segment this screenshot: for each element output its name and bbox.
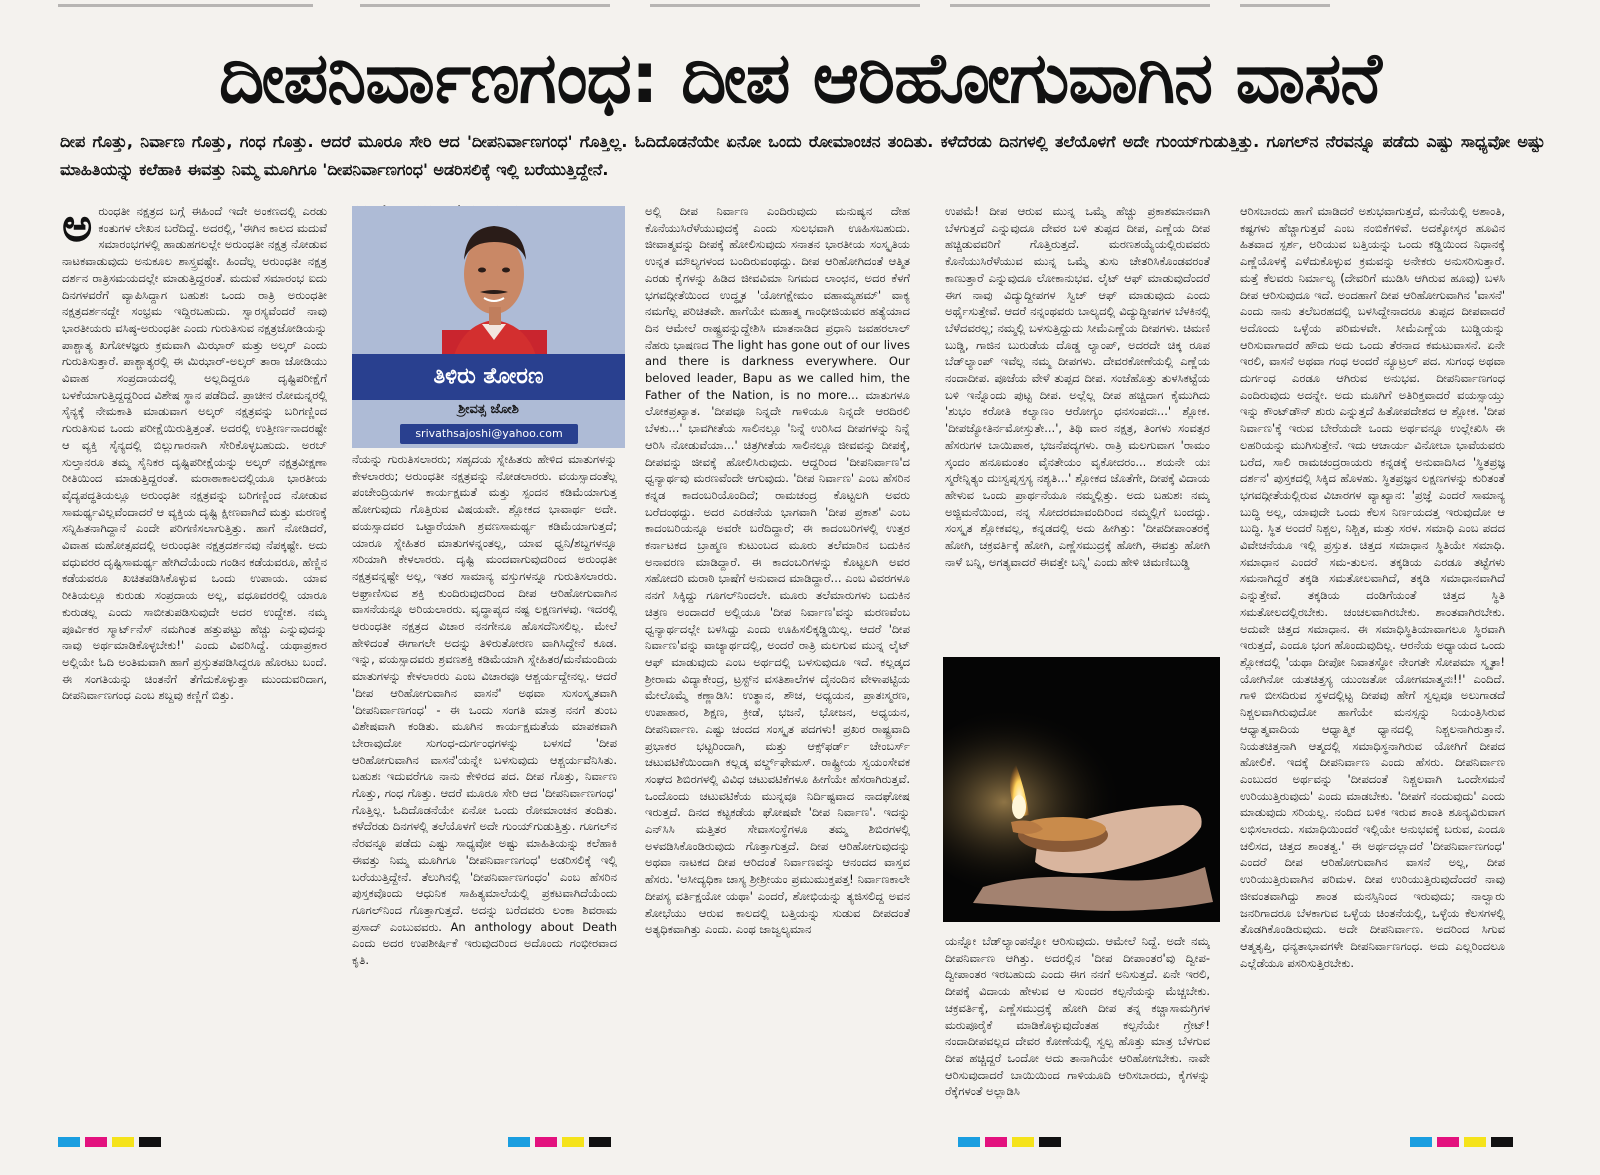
column-1-text: ರುಂಧತೀ ನಕ್ಷತ್ರದ ಬಗ್ಗೆ ಈಹಿಂದೆ ಇದೇ ಅಂಕಣದಲ್ಲಿ ಎರಡು ಕಂತುಗಳ ಲೇಖನ ಬರೆದಿದ್ದೆ. ಅದರಲ್ಲಿ, 'ಈಗಿನ ಕಾಲದ ಮದುವೆ ಸಮಾರಂಭಗಳಲ್ಲಿ ಹಾಡುಹಗಲಲ್ಲೇ ಅರುಂಧತೀ ನಕ್ಷತ್ರ ನೋಡುವ ನಾಟಕವಾಡುವುದು ಅನುಕೂಲ ಶಾಸ್ತ್ರವಷ್ಟೇ. ಹಿಂದೆಲ್ಲ ಅರುಂಧತೀ ನಕ್ಷತ್ರ ದರ್ಶನ ರಾತ್ರಿಸಮಯದಲ್ಲೇ ಮಾಡುತ್ತಿದ್ದರಂತೆ. ಮದುವೆ ಸಮಾರಂಭ ಐದು ದಿನಗಳವರೆಗೆ ವ್ಯಾಪಿಸಿದ್ದಾಗ ಬಹುಶಃ ಒಂದು ರಾತ್ರಿ ಅರುಂಧತೀ ನಕ್ಷತ್ರದರ್ಶನದ್ದೇ ಸಂಭ್ರಮ ಇದ್ದಿರಬಹುದು. ಸ್ವಾರಸ್ಯವೆಂದರೆ ನಾವು ಭಾರತೀಯರು ವಸಿಷ್ಠ-ಅರುಂಧತೀ ಎಂದು ಗುರುತಿಸುವ ನಕ್ಷತ್ರಜೋಡಿಯನ್ನು ಪಾಶ್ಚಾತ್ಯ ಖಗೋಳಜ್ಞರು ಕ್ರಮವಾಗಿ ಮಿಝಾರ್ ಮತ್ತು ಅಲ್ಕರ್ ಎಂದು ಗುರುತಿಸುತ್ತಾರೆ. ಪಾಶ್ಚಾತ್ಯರಲ್ಲಿ ಈ ಮಿಝಾರ್-ಅಲ್ಕರ್ ತಾರಾ ಜೋಡಿಯು ವಿವಾಹ ಸಂಪ್ರದಾಯದಲ್ಲಿ ಅಲ್ಲದಿದ್ದರೂ ದೃಷ್ಟಿಪರೀಕ್ಷೆಗೆ ಬಳಕೆಯಾಗುತ್ತಿದ್ದದ್ದರಿಂದ ವಿಶೇಷ ಸ್ಥಾನ ಪಡೆದಿದೆ. ಪ್ರಾಚೀನ ರೋಮನ್ನರಲ್ಲಿ ಸೈನ್ಯಕ್ಕೆ ನೇಮಕಾತಿ ಮಾಡುವಾಗ ಅಲ್ಕರ್ ನಕ್ಷತ್ರವನ್ನು ಬರಿಗಣ್ಣಿಂದ ಗುರುತಿಸುವ ಒಂದು ಪರೀಕ್ಷೆಯಿರುತ್ತಿತ್ತಂತೆ. ಅದರಲ್ಲಿ ಉತ್ತೀರ್ಣನಾದರಷ್ಟೇ ಆ ವ್ಯಕ್ತಿ ಸೈನ್ಯದಲ್ಲಿ ಬಿಲ್ಲುಗಾರನಾಗಿ ಸೇರಿಕೊಳ್ಳಬಹುದು. ಅರಬ್ ಸುಲ್ತಾನರೂ ತಮ್ಮ ಸೈನಿಕರ ದೃಷ್ಟಿಪರೀಕ್ಷೆಯನ್ನು ಅಲ್ಕರ್ ನಕ್ಷತ್ರವೀಕ್ಷಣಾ ರೀತಿಯಿಂದ ಮಾಡುತ್ತಿದ್ದರಂತೆ. ಮರಾಠಾಕಾಲದಲ್ಲಿಯೂ ಭಾರತೀಯ ವೈದ್ಯಪದ್ಧತಿಯಲ್ಲೂ ಅರುಂಧತೀ ನಕ್ಷತ್ರವನ್ನು ಬರಿಗಣ್ಣಿಂದ ನೋಡುವ ಸಾಮರ್ಥ್ಯವಿಲ್ಲವೆಂದಾದರೆ ಆ ವ್ಯಕ್ತಿಯ ದೃಷ್ಟಿ ಕ್ಷೀಣವಾಗಿದೆ ಮತ್ತು ಮರಣಕ್ಕೆ ಸನ್ನಿಹಿತನಾಗಿದ್ದಾನೆ ಎಂದೇ ಪರಿಗಣಿಸಲಾಗುತ್ತಿತ್ತು. ಹಾಗೆ ನೋಡಿದರೆ, ವಿವಾಹ ಮಹೋತ್ಸವದಲ್ಲಿ ಅರುಂಧತೀ ನಕ್ಷತ್ರದರ್ಶನವು ನೆಪಕ್ಕಷ್ಟೇ. ಅದು ವಧುವರರ ದೃಷ್ಟಿಸಾಮರ್ಥ್ಯ ಹೇಗಿದೆಯೆಂದು ಗಂಡಿನ ಕಡೆಯವರೂ, ಹೆಣ್ಣಿನ ಕಡೆಯವರೂ ಖಚಿತಪಡಿಸಿಕೊಳ್ಳುವ ಒಂದು ಉಪಾಯ. ಯಾವ ರೀತಿಯಲ್ಲೂ ಕುರುಡು ಸಂಪ್ರದಾಯ ಅಲ್ಲ, ವಧೂವರರಲ್ಲಿ ಯಾರೂ ಕುರುಡಲ್ಲ ಎಂದು ಸಾಬೀತುಪಡಿಸುವುದೇ ಅದರ ಉದ್ದೇಶ. ನಮ್ಮ ಪೂರ್ವಿಕರ ಸ್ಮಾರ್ಟ್‌ನೆಸ್ ನಮಗಿಂತ ಹತ್ತುಪಟ್ಟು ಹೆಚ್ಚು ಎನ್ನುವುದನ್ನು ನಾವು ಅರ್ಥಮಾಡಿಕೊಳ್ಳಬೇಕು!' ಎಂದು ವಿವರಿಸಿದ್ದೆ. ಯಥಾಪ್ರಕಾರ ಅಲ್ಲಿಯೇ ಓದಿ ಅಂತಿಮವಾಗಿ ಹಾಗೆ ಪ್ರಸ್ತುತಪಡಿಸಿದ್ದರೂ ಹೊರಟು ಬಂದೆ. ಈ ಸಂಗತಿಯನ್ನು ಚಿಂತನೆಗೆ ತೆಗೆದುಕೊಳ್ಳುತ್ತಾ ಮುಂದುವರಿದಾಗ, ದೀಪನಿರ್ವಾಣಗಂಧ ಎಂಬ ಶಬ್ದವು ಕಣ್ಣಿಗೆ ಬಿತ್ತು. (62, 204, 327, 703)
column-4-text-top: ಉಪಮೆ! ದೀಪ ಆರುವ ಮುನ್ನ ಒಮ್ಮೆ ಹೆಚ್ಚು ಪ್ರಕಾಶಮಾನವಾಗಿ ಬೆಳಗುತ್ತದೆ ಎನ್ನುವುದೂ ದೇವರ ಬಳಿ ತುಪ್ಪದ ದೀಪ, ಎಣ್ಣೆಯ ದೀಪ ಹಚ್ಚಿಡುವವರಿಗೆ ಗೊತ್ತಿರುತ್ತದೆ. ಮರಣಶಯ್ಯೆಯಲ್ಲಿರುವವರು ಕೊನೆಯುಸಿರೆಳೆಯುವ ಮುನ್ನ ಒಮ್ಮೆ ತುಸು ಚೇತರಿಸಿಕೊಂಡವರಂತೆ ಕಾಣುತ್ತಾರೆ ಎನ್ನುವುದೂ ಲೋಕಾನುಭವ. ಲೈಟ್ ಆಫ್ ಮಾಡುವುದೆಂದರೆ ಈಗ ನಾವು ವಿದ್ಯುದ್ದೀಪಗಳ ಸ್ವಿಚ್ ಆಫ್ ಮಾಡುವುದು ಎಂದು ಅರ್ಥೈಸುತ್ತೇವೆ. ಆದರೆ ನನ್ನಂಥವರು ಬಾಲ್ಯದಲ್ಲಿ ವಿದ್ಯುದ್ದೀಪಗಳ ಬೆಳಕಿನಲ್ಲಿ ಬೆಳೆದವರಲ್ಲ; ನಮ್ಮಲ್ಲಿ ಬಳಸುತ್ತಿದ್ದುದು ಸೀಮೆಎಣ್ಣೆಯ ದೀಪಗಳು. ಚಿಮಣಿ ಬುಡ್ಡಿ, ಗಾಜಿನ ಬುರುಡೆಯ ದೊಡ್ಡ ಲ್ಯಾಂಪ್, ಅದರದೇ ಚಿಕ್ಕ ರೂಪ ಬೆಡ್‌ಲ್ಯಾಂಪ್ ಇವೆಲ್ಲ ನಮ್ಮ ದೀಪಗಳು. ದೇವರಕೋಣೆಯಲ್ಲಿ ಎಣ್ಣೆಯ ನಂದಾದೀಪ. ಪೂಜೆಯ ವೇಳೆ ತುಪ್ಪದ ದೀಪ. ಸಂಜೆಹೊತ್ತು ತುಳಸಿಕಟ್ಟೆಯ ಬಳಿ ಇನ್ನೊಂದು ಪುಟ್ಟ ದೀಪ. ಅಲ್ಲೆಲ್ಲ ದೀಪ ಹಚ್ಚಿದಾಗ ಕೈಮುಗಿದು 'ಶುಭಂ ಕರೋತಿ ಕಲ್ಯಾಣಂ ಆರೋಗ್ಯಂ ಧನಸಂಪದಃ...' ಶ್ಲೋಕ. 'ದೀಪಜ್ಯೋತಿರ್ನಮೋಸ್ತುತೇ...', ತಿಥಿ ವಾರ ನಕ್ಷತ್ರ, ತಿಂಗಳು ಸಂವತ್ಸರ ಹೆಸರುಗಳ ಬಾಯಿಪಾಠ, ಭಜನೆಪದ್ಯಗಳು. ರಾತ್ರಿ ಮಲಗುವಾಗ 'ರಾಮಂ ಸ್ಕಂದಂ ಹನೂಮಂತಂ ವೈನತೇಯಂ ವೃಕೋದರಂ... ಶಯನೇ ಯಃ ಸ್ಮರೇನ್ನಿತ್ಯಂ ದುಃಸ್ವಪ್ನಸ್ತಸ್ಯ ನಶ್ಯತಿ...' ಶ್ಲೋಕದ ಜೊತೆಗೇ, ದೀಪಕ್ಕೆ ವಿದಾಯ ಹೇಳುವ ಒಂದು ಪ್ರಾರ್ಥನೆಯೂ ನಮ್ಮಲ್ಲಿತ್ತು. ಅದು ಬಹುಶಃ ನಮ್ಮ ಅಜ್ಜಿಮನೆಯಿಂದ, ನನ್ನ ಸೋದರಮಾವಂದಿರಿಂದ ನಮ್ಮಲ್ಲಿಗೆ ಬಂದದ್ದು. ಸಂಸ್ಕೃತ ಶ್ಲೋಕವಲ್ಲ, ಕನ್ನಡದಲ್ಲಿ ಅದು ಹೀಗಿತ್ತು: 'ದೀಪದೀಪಾಂತರಕ್ಕೆ ಹೋಗಿ, ಚಕ್ರವರ್ತಿಕ್ಕೆ ಹೋಗಿ, ಎಣ್ಣೆಸಮುದ್ರಕ್ಕೆ ಹೋಗಿ, ಈವತ್ತು ಹೋಗಿ ನಾಳೆ ಬನ್ನಿ, ಅಗತ್ಯವಾದರೆ ಈವತ್ತೇ ಬನ್ನಿ' ಎಂದು ಹೇಳಿ ಚಿಮಣಿಬುಡ್ಡಿ (945, 204, 1210, 569)
author-name: ಶ್ರೀವತ್ಸ ಜೋಶಿ (458, 402, 519, 417)
diya-lamp-photo (943, 657, 1220, 922)
column-5-text: ಆರಿಸಬಾರದು ಹಾಗೆ ಮಾಡಿದರೆ ಅಶುಭವಾಗುತ್ತದೆ, ಮನೆಯಲ್ಲಿ ಅಶಾಂತಿ, ಕಷ್ಟಗಳು ಹೆಚ್ಚಾಗುತ್ತವೆ ಎಂಬ ನಂಬಿಕೆಗಳಿವೆ. ಅದಕ್ಕೋಸ್ಕರ ಹೂವಿನ ಹಿತವಾದ ಸ್ಪರ್ಶ, ಅರಿಯುವ ಬತ್ತಿಯನ್ನು ಒಂದು ಕಡ್ಡಿಯಿಂದ ನಿಧಾನಕ್ಕೆ ಎಣ್ಣೆಯೊಳಕ್ಕೆ ಎಳೆದುಕೊಳ್ಳುವ ಕ್ರಮವನ್ನು ಅನೇಕರು ಅನುಸರಿಸುತ್ತಾರೆ. ಮತ್ತೆ ಕೆಲವರು ನಿರ್ಮಾಲ್ಯ (ದೇವರಿಗೆ ಮುಡಿಸಿ ಆಗಿರುವ ಹೂವು) ಬಳಸಿ ದೀಪ ಆರಿಸುವುದೂ ಇದೆ. ಅಂದಹಾಗೆ ದೀಪ ಆರಿಹೋಗುವಾಗಿನ 'ವಾಸನೆ' ಎಂದು ನಾನು ತಲೆಬರಹದಲ್ಲಿ ಬಳಸಿದ್ದೇನಾದರೂ ತುಪ್ಪದ ದೀಪವಾದರೆ ಅದೊಂದು ಒಳ್ಳೆಯ ಪರಿಮಳವೇ. ಸೀಮೆಎಣ್ಣೆಯ ಬುಡ್ಡಿಯನ್ನು ಆರಿಸುವಾಗಾದರೆ ಹೌದು ಅದು ಒಂದು ತೆರನಾದ ಕಮಟುವಾಸನೆ. ಏನೇ ಇರಲಿ, ವಾಸನೆ ಅಥವಾ ಗಂಧ ಅಂದರೆ ನ್ಯೂಟ್ರಲ್ ಪದ. ಸುಗಂಧ ಅಥವಾ ದುರ್ಗಂಧ ಎರಡೂ ಆಗಿರುವ ಅನುಭವ. ದೀಪನಿರ್ವಾಣಗಂಧ ಎಂದಿರುವುದು ಅದನ್ನೇ. ಅದು ಮೂಗಿಗೆ ಅತಿರಿಕ್ತವಾದರೆ ವಯಸ್ಸಾಯ್ತು ಇನ್ನು ಕೌಂಟ್‌ಡೌನ್ ಶುರು ಎನ್ನುತ್ತದೆ ಹಿತೋಪದೇಶದ ಆ ಶ್ಲೋಕ. 'ದೀಪ ನಿರ್ವಾಣ'ಕ್ಕೆ ಇರುವ ಬೇರೆಯದೇ ಒಂದು ಅರ್ಥವನ್ನೂ ಉಲ್ಲೇಖಿಸಿ ಈ ಲಹರಿಯನ್ನು ಮುಗಿಸುತ್ತೇನೆ. ಇದು ಆಚಾರ್ಯ ವಿನೋಬಾ ಭಾವೆಯವರು ಬರೆದ, ಸಾಲಿ ರಾಮಚಂದ್ರರಾಯರು ಕನ್ನಡಕ್ಕೆ ಅನುವಾದಿಸಿದ 'ಸ್ಥಿತಪ್ರಜ್ಞ ದರ್ಶನ' ಪುಸ್ತಕದಲ್ಲಿ ಸಿಕ್ಕಿದ ಹೊಳಹು. ಸ್ಥಿತಪ್ರಜ್ಞನ ಲಕ್ಷಣಗಳನ್ನು ಕುರಿತಂತೆ ಭಗವದ್ಗೀತೆಯಲ್ಲಿರುವ ವಿಚಾರಗಳ ವ್ಯಾಖ್ಯಾನ: 'ಪ್ರಜ್ಞೆ ಎಂದರೆ ಸಾಮಾನ್ಯ ಬುದ್ಧಿ ಅಲ್ಲ, ಯಾವುದೇ ಒಂದು ಕೆಲಸ ನಿರ್ಣಯದತ್ತ ಇರುವುದೋ ಆ ಬುದ್ಧಿ. ಸ್ಥಿತ ಅಂದರೆ ನಿಶ್ಚಲ, ನಿಶ್ಚಿತ, ಮತ್ತು ಸರಳ. ಸಮಾಧಿ ಎಂಬ ಪದದ ವಿವೇಚನೆಯೂ ಇಲ್ಲಿ ಪ್ರಸ್ತುತ. ಚಿತ್ತದ ಸಮಾಧಾನ ಸ್ಥಿತಿಯೇ ಸಮಾಧಿ. ಸಮಾಧಾನ ಎಂದರೆ ಸಮ-ತುಲನ. ತಕ್ಕಡಿಯ ಎರಡೂ ತಟ್ಟೆಗಳು ಸಮನಾಗಿದ್ದರೆ ತಕ್ಕಡಿ ಸಮತೋಲವಾಗಿದೆ, ತಕ್ಕಡಿ ಸಮಾಧಾನವಾಗಿದೆ ಎನ್ನುತ್ತೇವೆ. ತಕ್ಕಡಿಯ ದಂಡಿಗೆಯಂತೆ ಚಿತ್ತದ ಸ್ಥಿತಿ ಸಮತೋಲದಲ್ಲಿರಬೇಕು. ಚಂಚಲವಾಗಿರಬೇಕು. ಶಾಂತವಾಗಿರಬೇಕು. ಅದುವೇ ಚಿತ್ತದ ಸಮಾಧಾನ. ಈ ಸಮಾಧಿಸ್ಥಿತಿಯಾವಾಗಲೂ ಸ್ಥಿರವಾಗಿ ಇರುತ್ತದೆ, ಎಂದೂ ಭಂಗ ಹೊಂದುವುದಿಲ್ಲ. ಆರನೆಯ ಅಧ್ಯಾಯದ ಒಂದು ಶ್ಲೋಕದಲ್ಲಿ 'ಯಥಾ ದೀಪೋ ನಿವಾತಸ್ಥೋ ನೇಂಗತೇ ಸೋಪಮಾ ಸ್ಮೃತಾ! ಯೋಗಿನೋ ಯತಚಿತ್ತಸ್ಯ ಯುಂಜತೋ ಯೋಗಮಾತ್ಮನಃ!!' ಎಂದಿದೆ. ಗಾಳಿ ಬೀಸದಿರುವ ಸ್ಥಳದಲ್ಲಿಟ್ಟ ದೀಪವು ಹೇಗೆ ಸ್ವಲ್ಪವೂ ಅಲುಗಾಡದೆ ನಿಶ್ಚಲವಾಗಿರುವುದೋ ಹಾಗೆಯೇ ಮನಸ್ಸನ್ನು ನಿಯಂತ್ರಿಸಿರುವ ಆಧ್ಯಾತ್ಮವಾದಿಯ ಆಧ್ಯಾತ್ಮಿಕ ಧ್ಯಾನದಲ್ಲಿ ನಿಶ್ಚಲನಾಗಿರುತ್ತಾನೆ. ನಿಯತಚಿತ್ತನಾಗಿ ಆತ್ಮದಲ್ಲಿ ಸಮಾಧಿಸ್ಥನಾಗಿರುವ ಯೋಗಿಗೆ ದೀಪದ ಹೋಲಿಕೆ. ಇದಕ್ಕೆ ದೀಪನಿರ್ವಾಣ ಎಂದು ಹೆಸರು. ದೀಪನಿರ್ವಾಣ ಎಂಬುದರ ಅರ್ಥವನ್ನು 'ದೀಪದಂತೆ ನಿಶ್ಚಲವಾಗಿ ಒಂದೇಸಮನೆ ಉರಿಯುತ್ತಿರುವುದು' ಎಂದು ಮಾಡಬೇಕು. 'ದೀಪಗೆ ನಂದುವುದು' ಎಂದು ಮಾಡುವುದು ಸರಿಯಲ್ಲ. ನಂದಿದ ಬಳಿಕ ಇರುವ ಶಾಂತಿ ಶೂನ್ಯವಿರುವಾಗ ಲಭಿಸಲಾರದು. ಸಮಾಧಿಯಿಂದರೆ ಇಲ್ಲಿಯೇ ಅನುಭವಕ್ಕೆ ಬರುವ, ಎಂದೂ ಚಲಿಸದ, ಚಿತ್ತದ ಶಾಂತತ್ವ.' ಈ ಅರ್ಥದಲ್ಲಾದರೆ 'ದೀಪನಿರ್ವಾಣಗಂಧ' ಎಂದರೆ ದೀಪ ಆರಿಹೋಗುವಾಗಿನ ವಾಸನೆ ಅಲ್ಲ, ದೀಪ ಉರಿಯುತ್ತಿರುವಾಗಿನ ಪರಿಮಳ. ದೀಪ ಉರಿಯುತ್ತಿರುವುದೆಂದರೆ ನಾವು ಜೀವಂತವಾಗಿದ್ದು ಶಾಂತ ಮನಸ್ಸಿನಿಂದ ಇರುವುದು; ನಾಲ್ವಾರು ಜನರಿಗಾದರೂ ಬೆಳಕಾಗುವ ಒಳ್ಳೆಯ ಚಿಂತನೆಯಲ್ಲಿ, ಒಳ್ಳೆಯ ಕೆಲಸಗಳಲ್ಲಿ ತೊಡಗಿಕೊಂಡಿರುವುದು. ಅದೇ ದೀಪನಿರ್ವಾಣ. ಅದರಿಂದ ಸಿಗುವ ಆತ್ಮತೃಪ್ತಿ, ಧನ್ಯತಾಭಾವಗಳೇ ದೀಪನಿರ್ವಾಣಗಂಧ. ಅದು ಎಲ್ಲರಿಂದಲೂ ಎಲ್ಲೆಡೆಯೂ ಪಸರಿಸುತ್ತಿರಬೇಕು. (1240, 204, 1505, 970)
article-column-1 (62, 203, 327, 1133)
color-registration-mark (508, 1137, 616, 1147)
drop-cap: ಅ (62, 203, 93, 252)
intro-paragraph: ದೀಪ ಗೊತ್ತು, ನಿರ್ವಾಣ ಗೊತ್ತು, ಗಂಧ ಗೊತ್ತು. ಆದರೆ ಮೂರೂ ಸೇರಿ ಆದ 'ದೀಪನಿರ್ವಾಣಗಂಧ' ಗೊತ್ತಿಲ್ಲ. ಓದಿದೊಡನೆಯೇ ಏನೋ ಒಂದು ರೋಮಾಂಚನ ತಂದಿತು. ಕಳೆದೆರಡು ದಿನಗಳಲ್ಲಿ ತಲೆಯೊಳಗೆ ಅದೇ ಗುಂಯ್‌ಗುಡುತ್ತಿತ್ತು. ಗೂಗಲ್‌ನ ನೆರವನ್ನೂ ಪಡೆದು ಎಷ್ಟು ಸಾಧ್ಯವೋ ಅಷ್ಟು ಮಾಹಿತಿಯನ್ನು ಕಲೆಹಾಕಿ ಈವತ್ತು ನಿಮ್ಮ ಮೂಗಿಗೂ 'ದೀಪನಿರ್ವಾಣಗಂಧ' ಅಡರಿಸಲಿಕ್ಕೆ ಇಲ್ಲಿ ಬರೆಯುತ್ತಿದ್ದೇನೆ. (60, 132, 1545, 179)
columnist-box (352, 206, 625, 448)
column-4-text-bottom: ಯನ್ನೋ ಬೆಡ್‌ಲ್ಯಾಂಪನ್ನೋ ಆರಿಸುವುದು. ಆಮೇಲೆ ನಿದ್ದೆ. ಅದೇ ನಮ್ಮ ದೀಪನಿರ್ವಾಣ ಆಗಿತ್ತು. ಅದರಲ್ಲಿನ 'ದೀಪ ದೀಪಾಂತರ'ವು ದ್ವೀಪ-ದ್ವೀಪಾಂತರ ಇರಬಹುದು ಎಂದು ಈಗ ನನಗೆ ಅನಿಸುತ್ತದೆ. ಏನೇ ಇರಲಿ, ದೀಪಕ್ಕೆ ವಿದಾಯ ಹೇಳುವ ಆ ಸುಂದರ ಕಲ್ಪನೆಯನ್ನು ಮೆಚ್ಚಬೇಕು. ಚಕ್ರವರ್ತಿಕ್ಕೆ, ಎಣ್ಣೆಸಮುದ್ರಕ್ಕೆ ಹೋಗಿ ದೀಪ ತನ್ನ ಕಚ್ಚಾಸಾಮಗ್ರಿಗಳ ಮರುಪೂರೈಕೆ ಮಾಡಿಕೊಳ್ಳುವುದೆಂತಹ ಕಲ್ಪನೆಯೇ ಗ್ರೇಟ್! ನಂದಾದೀಪವಲ್ಲದ ದೇವರ ಕೋಣೆಯಲ್ಲಿ ಸ್ವಲ್ಪ ಹೊತ್ತು ಮಾತ್ರ ಬೆಳಗುವ ದೀಪ ಹಚ್ಚಿದ್ದರೆ ಒಂದೋ ಅದು ತಾನಾಗಿಯೇ ಆರಿಹೋಗಬೇಕು. ನಾವೇ ಆರಿಸುವುದಾದರೆ ಬಾಯಿಯಿಂದ ಗಾಳಿಯೂದಿ ಆರಿಸಬಾರದು, ಕೈಗಳನ್ನು ರೆಕ್ಕೆಗಳಂತೆ ಅಲ್ಲಾಡಿಸಿ (945, 934, 1210, 1099)
article-column-3 (645, 203, 910, 1133)
top-strip (0, 0, 1600, 20)
author-email: srivathsajoshi@yahoo.com (400, 424, 578, 444)
color-registration-mark (58, 1137, 166, 1147)
column-name-banner: ತಿಳಿರು ತೋರಣ (352, 354, 625, 400)
color-registration-mark (958, 1137, 1066, 1147)
color-registration-mark (1410, 1137, 1518, 1147)
column-3-text: ಅಲ್ಲಿ ದೀಪ ನಿರ್ವಾಣ ಎಂದಿರುವುದು ಮನುಷ್ಯನ ದೇಹ ಕೊನೆಯುಸಿರೆಳೆಯುವುದಕ್ಕೆ ಎಂದು ಸುಲಭವಾಗಿ ಊಹಿಸಬಹುದು. ಜೀವಾತ್ಮವನ್ನು ದೀಪಕ್ಕೆ ಹೋಲಿಸುವುದು ಸನಾತನ ಭಾರತೀಯ ಸಂಸ್ಕೃತಿಯ ಉನ್ನತ ಮೌಲ್ಯಗಳಂದ ಬಂದಿರುವಂಥದ್ದು. ದೀಪ ಆರಿಹೋಗಿದಂತೆ ಆತ್ಮಿತ ಎರಡು ಕೈಗಳನ್ನು ಹಿಡಿದ ಜೀವವಿಮಾ ನಿಗಮದ ಲಾಂಛನ, ಅದರ ಕೆಳಗೆ ಭಗವದ್ಗೀತೆಯಿಂದ ಉದ್ಧೃತ 'ಯೋಗಕ್ಷೇಮಂ ವಹಾಮ್ಯಹಮ್' ವಾಕ್ಯ ನಮಗೆಲ್ಲ ಪರಿಚಿತವೇ. ಹಾಗೆಯೇ ಮಹಾತ್ಮ ಗಾಂಧೀಜಿಯವರ ಹತ್ಯೆಯಾದ ದಿನ ಆಮೇಲೆ ರಾಷ್ಟ್ರವನ್ನುದ್ದೇಶಿಸಿ ಮಾತನಾಡಿದ ಪ್ರಧಾನಿ ಜವಹರಲಾಲ್ ನೆಹರು ಭಾಷಣದ The light has gone out of our lives and there is darkness everywhere. Our beloved leader, Bapu as we called him, the Father of the Nation, is no more... ಮಾತುಗಳೂ ಲೋಕಪ್ರಖ್ಯಾತ. 'ದೀಪವೂ ನಿನ್ನದೇ ಗಾಳಿಯೂ ನಿನ್ನದೇ ಆರದಿರಲಿ ಬೆಳಕು...' ಭಾವಗೀತೆಯ ಸಾಲಿನಲ್ಲೂ 'ನಿನ್ನೆ ಉರಿಸಿದ ದೀಪಗಳನ್ನು ನಿನ್ನೆ ಆರಿಸಿ ನೋಡುವೆಯಾ...' ಚಿತ್ರಗೀತೆಯ ಸಾಲಿನಲ್ಲೂ ಜೀವವನ್ನು ದೀಪಕ್ಕೆ, ದೀಪವನ್ನು ಜೀವಕ್ಕೆ ಹೋಲಿಸಿರುವುದು. ಆದ್ದರಿಂದ 'ದೀಪನಿರ್ವಾಣ'ದ ಧ್ವನ್ಯಾರ್ಥವು ಮರಣವೆಂದೇ ಆಗುವುದು. 'ದೀಪ ನಿರ್ವಾಣ' ಎಂಬ ಹೆಸರಿನ ಕನ್ನಡ ಕಾದಂಬರಿಯೊಂದಿದೆ; ರಾಮಚಂದ್ರ ಕೊಟ್ಟಲಗಿ ಅವರು ಬರೆದಂಥದ್ದು. ಅದರ ಎರಡನೆಯ ಭಾಗವಾಗಿ 'ದೀಪ ಪ್ರಕಾಶ' ಎಂಬ ಕಾದಂಬರಿಯನ್ನೂ ಅವರೇ ಬರೆದಿದ್ದಾರೆ; ಈ ಕಾದಂಬರಿಗಳಲ್ಲಿ ಉತ್ತರ ಕರ್ನಾಟಕದ ಬ್ರಾಹ್ಮಣ ಕುಟುಂಬದ ಮೂರು ತಲೆಮಾರಿನ ಬದುಕಿನ ಅನಾವರಣ ಮಾಡಿದ್ದಾರೆ. ಈ ಕಾದಂಬರಿಗಳನ್ನು ಕೊಟ್ಟಲಗಿ ಅವರ ಸಹೋದರಿ ಮರಾಠಿ ಭಾಷೆಗೆ ಅನುವಾದ ಮಾಡಿದ್ದಾರೆ... ಎಂಬ ವಿವರಗಳೂ ನನಗೆ ಸಿಕ್ಕಿದ್ದು ಗೂಗಲ್‌ನಿಂದಲೇ. ಮೂರು ತಲೆಮಾರುಗಳು ಬದುಕಿನ ಚಿತ್ರಣ ಅಂದಾದರೆ ಅಲ್ಲಿಯೂ 'ದೀಪ ನಿರ್ವಾಣ'ವನ್ನು ಮರಣವೆಂಬ ಧ್ವನ್ಯಾರ್ಥದಲ್ಲೇ ಬಳಸಿದ್ದು ಎಂದು ಊಹಿಸಲಿಕ್ಕಡ್ಡಿಯಿಲ್ಲ. ಆದರೆ 'ದೀಪ ನಿರ್ವಾಣ'ವನ್ನು ವಾಚ್ಯಾರ್ಥದಲ್ಲಿ, ಅಂದರೆ ರಾತ್ರಿ ಮಲಗುವ ಮುನ್ನ ಲೈಟ್ ಆಫ್ ಮಾಡುವುದು ಎಂಬ ಅರ್ಥದಲ್ಲಿ ಬಳಸುವುದೂ ಇದೆ. ಕಲ್ಲಡ್ಕದ ಶ್ರೀರಾಮ ವಿದ್ಯಾಕೇಂದ್ರ, ಟ್ರಸ್ಟ್‌ನ ವಸತಿಶಾಲೆಗಳ ದೈನಂದಿನ ವೇಳಾಪಟ್ಟಿಯ ಮೇಲೊಮ್ಮೆ ಕಣ್ಣಾಡಿಸಿ: ಉತ್ಥಾನ, ಶೌಚ, ಅಧ್ಯಯನ, ಪ್ರಾತಃಸ್ಮರಣ, ಉಪಾಹಾರ, ಶಿಕ್ಷಣ, ಕ್ರೀಡೆ, ಭಜನೆ, ಭೋಜನ, ಅಧ್ಯಯನ, ದೀಪನಿರ್ವಾಣ. ಎಷ್ಟು ಚಂದದ ಸಂಸ್ಕೃತ ಪದಗಳು! ಪ್ರಖರ ರಾಷ್ಟ್ರವಾದಿ ಪ್ರಭಾಕರ ಭಟ್ಟರಿಂದಾಗಿ, ಮತ್ತು ಆಕ್ಸ್‌ಫರ್ಡ್ ಚೇಂಬರ್ಸ್ ಚಟುವಟಿಕೆಯಿಂದಾಗಿ ಕಲ್ಲಡ್ಕ ವರ್ಲ್ಡ್‌ಫೇಮಸ್. ರಾಷ್ಟ್ರೀಯ ಸ್ವಯಂಸೇವಕ ಸಂಘದ ಶಿಬಿರಗಳಲ್ಲಿ ವಿವಿಧ ಚಟುವಟಿಕೆಗಳೂ ಹೀಗೆಯೇ ಹೆಸರಾಗಿರುತ್ತವೆ. ಒಂದೊಂದು ಚಟುವಟಿಕೆಯ ಮುನ್ನವೂ ನಿರ್ದಿಷ್ಟವಾದ ನಾದಘೋಷ ಇರುತ್ತದೆ. ದಿನದ ಕಟ್ಟಕಡೆಯ ಘೋಷವೇ 'ದೀಪ ನಿರ್ವಾಣ'. ಇದನ್ನು ಎನ್‌ಸಿಸಿ ಮತ್ತಿತರ ಸೇವಾಸಂಸ್ಥೆಗಳೂ ತಮ್ಮ ಶಿಬಿರಗಳಲ್ಲಿ ಅಳವಡಿಸಿಕೊಂಡಿರುವುದು ಗೊತ್ತಾಗುತ್ತದೆ. ದೀಪ ಆರಿಹೋಗುವುದನ್ನು ಅಥವಾ ನಾಟಕದ ದೀಪ ಆರಿದಂತೆ ನಿರ್ವಾಣವನ್ನು ಆನಂದದ ವಾಸ್ತವ ಹೆಸರು. 'ಅಸೀದ್ಯಧಿಕಾ ಚಾಸ್ಯ ಶ್ರೀಶ್ರೀಯಂ ಪ್ರಮುಮುಕ್ತಪತ್ತ! ನಿರ್ವಾಣಕಾಲೇ ದೀಪಸ್ಯ ವರ್ತಿಕ್ಷಯೋ ಯಥಾ' ಎಂದರೆ, ಶೋಭಿಯನ್ನು ತ್ಯಜಿಸಲಿದ್ದ ಅವನ ಶೋಭೆಯು ಆರುವ ಕಾಲದಲ್ಲಿ ಬತ್ತಿಯನ್ನು ಸುಡುವ ದೀಪದಂತೆ ಅತ್ಯಧಿಕವಾಗಿತ್ತು ಎಂದು. ಎಂಥ ಜಾಜ್ವಲ್ಯಮಾನ (645, 204, 910, 937)
column-2-text: ನೆಯನ್ನು ಗುರುತಿಸಲಾರರು; ಸಹೃದಯ ಸ್ನೇಹಿತರು ಹೇಳಿದ ಮಾತುಗಳನ್ನು ಕೇಳಲಾರರು; ಅರುಂಧತೀ ನಕ್ಷತ್ರವನ್ನು ನೋಡಲಾರರು. ವಯಸ್ಸಾದಂತೆಲ್ಲ ಪಂಚೇಂದ್ರಿಯಗಳ ಕಾರ್ಯಕ್ಷಮತೆ ಮತ್ತು ಸ್ಪಂದನ ಕಡಿಮೆಯಾಗುತ್ತ ಹೋಗುವುದು ಗೊತ್ತಿರುವ ವಿಷಯವೇ. ಶ್ಲೋಕದ ಭಾವಾರ್ಥ ಅದೇ. ವಯಸ್ಸಾದವರ ಒಟ್ಟಾರೆಯಾಗಿ ಶ್ರವಣಸಾಮರ್ಥ್ಯ ಕಡಿಮೆಯಾಗುತ್ತದೆ; ಯಾರೂ ಸ್ನೇಹಿತರ ಮಾತುಗಳನ್ನಂತಲ್ಲ, ಯಾವ ಧ್ವನಿ/ಶಬ್ದಗಳನ್ನೂ ಸರಿಯಾಗಿ ಕೇಳಲಾರರು. ದೃಷ್ಟಿ ಮಂದವಾಗುವುದರಿಂದ ಅರುಂಧತೀ ನಕ್ಷತ್ರವನ್ನಷ್ಟೇ ಅಲ್ಲ, ಇತರ ಸಾಮಾನ್ಯ ವಸ್ತುಗಳನ್ನೂ ಗುರುತಿಸಲಾರರು. ಅಘ್ರಾಣಿಸುವ ಶಕ್ತಿ ಕುಂದಿರುವುದರಿಂದ ದೀಪ ಆರಿಹೋಗುವಾಗಿನ ವಾಸನೆಯನ್ನೂ ಅರಿಯಲಾರರು. ವೃದ್ಧಾಪ್ಯದ ನಷ್ಟ ಲಕ್ಷಣಗಳವು. ಇದರಲ್ಲಿ ಅರುಂಧತೀ ನಕ್ಷತ್ರದ ವಿಚಾರ ನನಗೇನೂ ಹೊಸದೆನಿಸಲಿಲ್ಲ. ಮೇಲೆ ಹೇಳಿದಂತೆ ಈಗಾಗಲೇ ಅದನ್ನು ತಿಳಿರುತೋರಣ ವಾಗಿಸಿದ್ದೇನೆ ಕೂಡ. ಇನ್ನು, ವಯಸ್ಸಾದವರು ಶ್ರವಣಶಕ್ತಿ ಕಡಿಮೆಯಾಗಿ ಸ್ನೇಹಿತರ/ಮನೆಮಂದಿಯ ಮಾತುಗಳನ್ನು ಕೇಳಲಾರರು ಎಂಬ ವಿಚಾರವೂ ಆಶ್ಚರ್ಯದ್ದೇನಲ್ಲ. ಆದರೆ 'ದೀಪ ಆರಿಹೋಗುವಾಗಿನ ವಾಸನೆ' ಅಥವಾ ಸುಸಂಸ್ಕೃತವಾಗಿ 'ದೀಪನಿರ್ವಾಣಗಂಧ' - ಈ ಒಂದು ಸಂಗತಿ ಮಾತ್ರ ನನಗೆ ತುಂಬ ವಿಶೇಷವಾಗಿ ಕಂಡಿತು. ಮೂಗಿನ ಕಾರ್ಯಕ್ಷಮತೆಯ ಮಾಪಕವಾಗಿ ಬೇರಾವುದೋ ಸುಗಂಧ-ದುರ್ಗಂಧಗಳನ್ನು ಬಳಸದೆ 'ದೀಪ ಆರಿಹೋಗುವಾಗಿನ ವಾಸನೆ'ಯನ್ನೇ ಬಳಸುವುದು ಆಶ್ಚರ್ಯವೆನಿಸಿತು. ಬಹುಶಃ ಇದುವರೆಗೂ ನಾನು ಕೇಳಿರದ ಪದ. ದೀಪ ಗೊತ್ತು, ನಿರ್ವಾಣ ಗೊತ್ತು, ಗಂಧ ಗೊತ್ತು. ಆದರೆ ಮೂರೂ ಸೇರಿ ಆದ 'ದೀಪನಿರ್ವಾಣಗಂಧ' ಗೊತ್ತಿಲ್ಲ. ಓದಿದೊಡನೆಯೇ ಏನೋ ಒಂದು ರೋಮಾಂಚನ ತಂದಿತು. ಕಳೆದೆರಡು ದಿನಗಳಲ್ಲಿ ತಲೆಯೊಳಗೆ ಅದೇ ಗುಂಯ್‌ಗುಡುತ್ತಿತ್ತು. ಗೂಗಲ್‌ನ ನೆರವನ್ನೂ ಪಡೆದು ಎಷ್ಟು ಸಾಧ್ಯವೋ ಅಷ್ಟು ಮಾಹಿತಿಯನ್ನು ಕಲೆಹಾಕಿ ಈವತ್ತು ನಿಮ್ಮ ಮೂಗಿಗೂ 'ದೀಪನಿರ್ವಾಣಗಂಧ' ಅಡರಿಸಲಿಕ್ಕೆ ಇಲ್ಲಿ ಬರೆಯುತ್ತಿದ್ದೇನೆ. ತೆಲುಗಿನಲ್ಲಿ 'ದೀಪನಿರ್ವಾಣಗಂಧಂ' ಎಂಬ ಹೆಸರಿನ ಪುಸ್ತಕವೊಂದು ಆಧುನಿಕ ಸಾಹಿತ್ಯಮಾಲೆಯಲ್ಲಿ ಪ್ರಕಟವಾಗಿದೆಯೆಂದು ಗೂಗಲ್‌ನಿಂದ ಗೊತ್ತಾಗುತ್ತದೆ. ಅದನ್ನು ಬರೆದವರು ಲಂಕಾ ಶಿವರಾಮ ಪ್ರಸಾದ್ ಎಂಬುವವರು. An anthology about Death ಎಂದು ಅದರ ಉಪಶೀರ್ಷಿಕೆ ಇರುವುದರಿಂದ ಅದೊಂದು ಗಂಭೀರವಾದ ಕೃತಿ. (352, 452, 617, 968)
headline: ದೀಪನಿರ್ವಾಣಗಂಧ: ದೀಪ ಆರಿಹೋಗುವಾಗಿನ ವಾಸನೆ (219, 37, 1381, 119)
columnist-photo (442, 212, 547, 362)
lamp-flame-icon (943, 657, 1220, 922)
article-column-5 (1240, 203, 1505, 1133)
